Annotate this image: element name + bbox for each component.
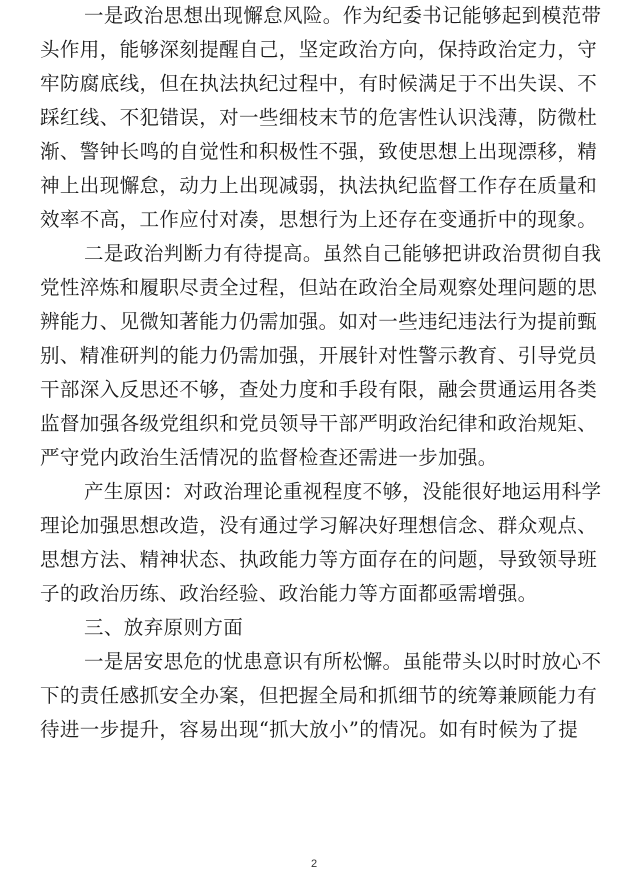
text-line: 严守党内政治生活情况的监督检查还需进一步加强。 <box>40 446 498 469</box>
text-line: 待进一步提升，容易出现“抓大放小”的情况。如有时候为了提 <box>40 718 579 741</box>
text-line: 渐、警钟长鸣的自觉性和积极性不强，致使思想上出现漂移，精 <box>40 140 598 163</box>
text-line: 一是政治思想出现懈怠风险。作为纪委书记能够起到模范带 <box>84 4 602 27</box>
text-line: 辨能力、见微知著能力仍需加强。如对一些违纪违法行为提前甄 <box>40 310 598 333</box>
text-line: 别、精准研判的能力仍需加强，开展针对性警示教育、引导党员 <box>40 344 598 367</box>
text-line: 产生原因：对政治理论重视程度不够，没能很好地运用科学 <box>84 480 602 503</box>
text-line: 踩红线、不犯错误，对一些细枝末节的危害性认识浅薄，防微杜 <box>40 106 598 129</box>
text-line: 思想方法、精神状态、执政能力等方面存在的问题，导致领导班 <box>40 548 598 571</box>
page-number: 2 <box>310 858 318 870</box>
text-line: 理论加强思想改造，没有通过学习解决好理想信念、群众观点、 <box>40 514 598 537</box>
text-line: 效率不高，工作应付对凑，思想行为上还存在变通折中的现象。 <box>40 208 598 231</box>
text-line: 牢防腐底线，但在执法执纪过程中，有时候满足于不出失误、不 <box>40 72 598 95</box>
text-line: 子的政治历练、政治经验、政治能力等方面都亟需增强。 <box>40 582 538 605</box>
text-line: 二是政治判断力有待提高。虽然自己能够把讲政治贯彻自我 <box>84 242 602 265</box>
text-line: 头作用，能够深刻提醒自己，坚定政治方向，保持政治定力，守 <box>40 38 598 61</box>
section-heading: 三、放弃原则方面 <box>84 616 244 639</box>
text-line: 一是居安思危的忧患意识有所松懈。虽能带头以时时放心不 <box>84 650 602 673</box>
text-line: 党性淬炼和履职尽责全过程，但站在政治全局观察处理问题的思 <box>40 276 598 299</box>
text-line: 下的责任感抓安全办案，但把握全局和抓细节的统筹兼顾能力有 <box>40 684 598 707</box>
text-line: 神上出现懈怠，动力上出现减弱，执法执纪监督工作存在质量和 <box>40 174 598 197</box>
text-line: 监督加强各级党组织和党员领导干部严明政治纪律和政治规矩、 <box>40 412 598 435</box>
text-line: 干部深入反思还不够，查处力度和手段有限，融会贯通运用各类 <box>40 378 598 401</box>
